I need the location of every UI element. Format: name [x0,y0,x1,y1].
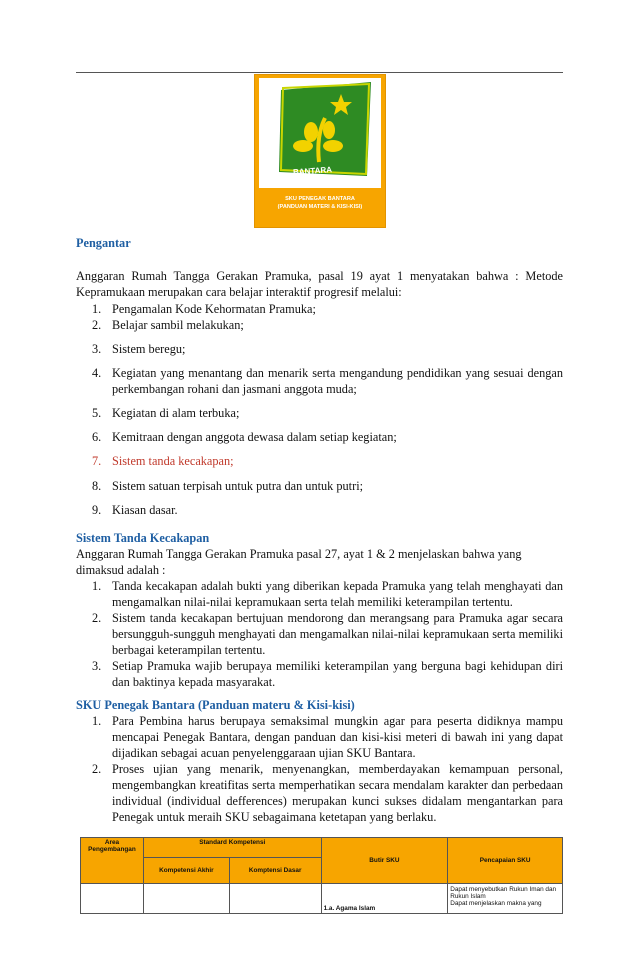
heading-sistem-tanda-kecakapan: Sistem Tanda Kecakapan [76,531,210,545]
item-text: Kegiatan di alam terbuka; [112,406,240,420]
item-text: Tanda kecakapan adalah bukti yang diberikan kepada Pramuka yang telah menghayati dan mengamalkan nilai-nilai kepramukaan serta telah memiliki keterampilan tertentu. [112,579,563,609]
item-text: Para Pembina harus berupaya semaksimal mungkin agar para peserta didiknya mampu mencapai Penegak Bantara, dengan panduan dan kisi-kisi meteri di bawah ini yang dapat dijadikan sebagai acuan penyelenggaraan ujian SKU Bantara. [112,714,563,760]
item-text: Sistem tanda kecakapan; [112,454,234,468]
list-item [92,658,563,690]
list-item [92,578,563,610]
list-item [92,478,563,494]
item-text: Kiasan dasar. [112,503,178,517]
item-text: Kemitraan dengan anggota dewasa dalam setiap kegiatan; [112,430,397,444]
list-item [92,341,563,357]
header-pencapaian: Pencapaian SKU [448,838,563,884]
list-item [92,713,563,761]
item-text: Proses ujian yang menarik, menyenangkan, memberdayakan kemampuan personal, mengembangkan kreatifitas serta memperhatikan secara mendalam karakter dan perbedaan individual (individual defferences) merupakan kunci sukses didalam mengantarkan para Penegak untuk meraih SKU sebagaimana ketetapan yang berlaku. [112,762,563,824]
item-number: 4. [92,366,102,380]
cover-caption [255,195,385,211]
cell-dasar [229,884,321,914]
pencapaian-line-1: Dapat menyebutkan Rukun Iman dan Rukun Islam [450,886,557,900]
item-number: 9. [92,503,102,517]
item-number: 2. [92,762,102,776]
list-item [92,429,563,445]
list-item [92,502,563,518]
item-number: 2. [92,611,102,625]
heading-pengantar: Pengantar [76,236,131,250]
list-item [92,405,563,421]
header-standard: Standard Kompetensi [143,838,321,858]
heading-sku-penegak-bantara: SKU Penegak Bantara (Panduan materu & Kisi-kisi) [76,698,355,712]
list-item [92,610,563,658]
item-number: 7. [92,454,102,468]
list-item [92,317,563,333]
header-butir: Butir SKU [321,838,448,884]
cell-area [81,884,144,914]
header-kompetensi-dasar: Komptensi Dasar [229,858,321,884]
list-item [92,365,563,397]
sku-table [80,837,563,914]
item-text: Sistem tanda kecakapan bertujuan mendorong dan merangsang para Pramuka agar secara bersungguh-sungguh menghayati dan mengamalkan nilai-nilai kepramukaan serta memiliki berbagai keterampilan tertentu. [112,611,563,657]
logo-text: BANTARA [292,165,333,177]
item-number: 3. [92,659,102,673]
list-item [92,453,563,469]
cell-akhir [143,884,229,914]
cover-image [254,74,386,228]
item-number: 6. [92,430,102,444]
top-rule [76,72,563,73]
item-text: Setiap Pramuka wajib berupaya memiliki keterampilan yang berguna bagi kehidupan diri dan baktinya kepada masyarakat. [112,659,563,689]
item-number: 1. [92,302,102,316]
item-text: Sistem satuan terpisah untuk putra dan untuk putri; [112,479,364,493]
cell-pencapaian [448,884,563,914]
header-area: Area Pengembangan [81,838,144,884]
caption-line-2: (PANDUAN MATERI & KISI-KISI) [277,204,363,210]
item-number: 5. [92,406,102,420]
item-text: Kegiatan yang menantang dan menarik serta mengandung pendidikan yang sesuai dengan perkembangan rohani dan jasmani anggota muda; [112,366,563,396]
header-kompetensi-akhir: Kompetensi Akhir [143,858,229,884]
sistem-intro: Anggaran Rumah Tangga Gerakan Pramuka pasal 27, ayat 1 & 2 menjelaskan bahwa yang dimaksud adalah : [76,547,522,577]
item-text: Belajar sambil melakukan; [112,318,244,332]
item-number: 8. [92,479,102,493]
item-number: 1. [92,579,102,593]
caption-line-1: SKU PENEGAK BANTARA [285,196,355,202]
pencapaian-line-2: Dapat menjelaskan makna yang [450,900,542,907]
list-item [92,301,563,317]
cell-butir: 1.a. Agama Islam [321,884,448,914]
item-text: Pengamalan Kode Kehormatan Pramuka; [112,302,316,316]
item-number: 2. [92,318,102,332]
item-text: Sistem beregu; [112,342,186,356]
table-row [81,884,563,914]
item-number: 1. [92,714,102,728]
item-number: 3. [92,342,102,356]
list-item [92,761,563,825]
pengantar-intro: Anggaran Rumah Tangga Gerakan Pramuka, pasal 19 ayat 1 menyatakan bahwa : Metode Kepramukaan merupakan cara belajar interaktif progresif melalui: [76,269,563,299]
